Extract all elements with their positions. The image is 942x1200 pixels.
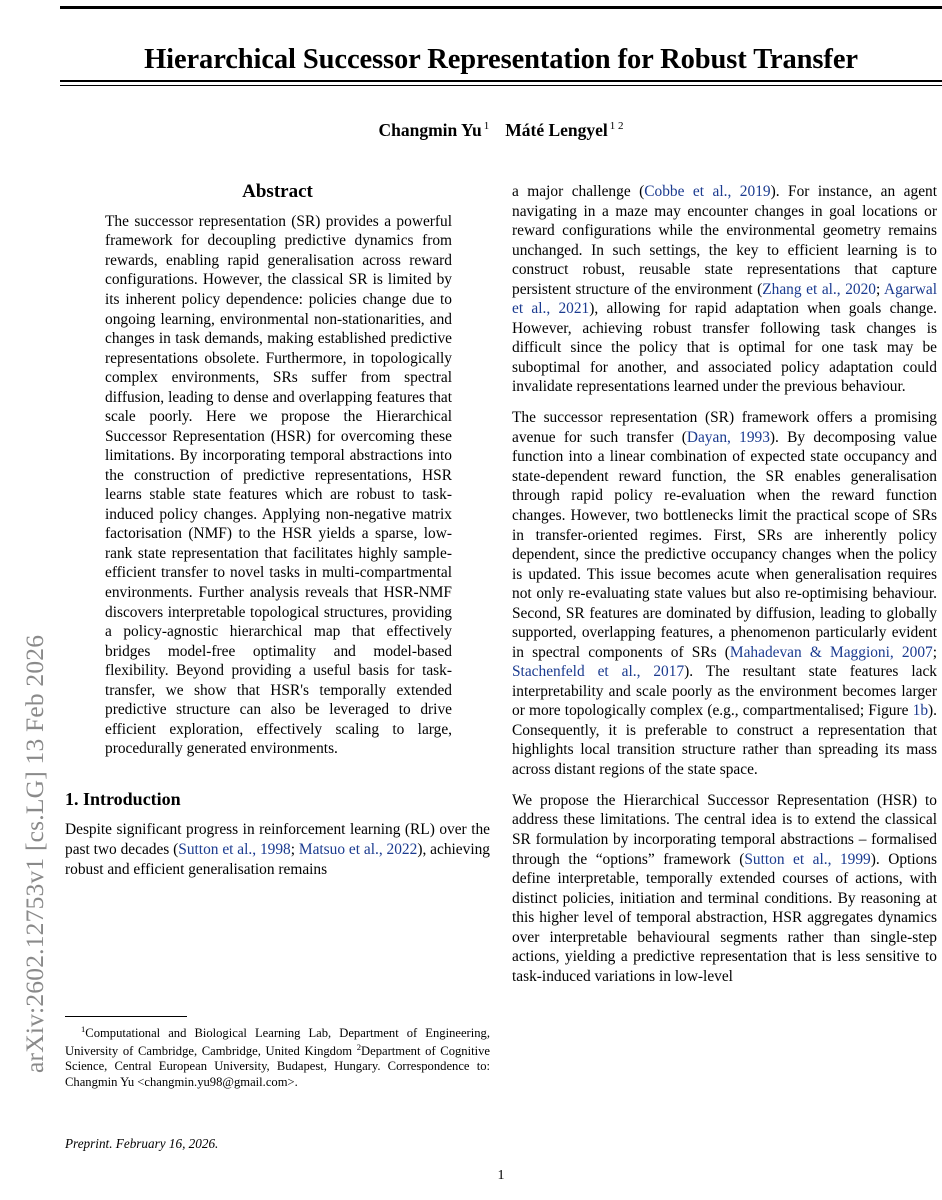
intro-p1-text-2: ), achieving robust and efficient generalisation remains bbox=[65, 840, 490, 878]
left-column bbox=[65, 182, 490, 879]
page-title: Hierarchical Successor Representation for Robust Transfer bbox=[144, 44, 858, 76]
intro-p1-text-1: Despite significant progress in reinforcement learning (RL) over the past two decades ( bbox=[65, 821, 490, 858]
citation-sutton-1999[interactable]: Sutton et al., 1999 bbox=[744, 850, 871, 868]
rp1-text-2: ). For instance, an agent navigating in a maze may encounter changes in goal locations or reward configurations while the environmental geometry remains unchanged. In such settings, the key to efficient learning is to construct robust, reusable state representations that capture persistent structure of the environment ( bbox=[512, 183, 937, 298]
rp3-text-2: ). Options define interpretable, temporally extended courses of actions, with distinct policies, initiation and terminal conditions. By reasoning at this higher level of temporal abstraction, HSR aggregates dynamics over interpretable behavioural segments rather than single-step actions, yielding a predictive representation that is less sensitive to task-induced variations in low-level bbox=[512, 850, 937, 985]
figure-reference-1b[interactable]: 1b bbox=[912, 702, 929, 720]
rp2-text-2: ). By decomposing value function into a linear combination of expected state occupancy and state-dependent reward function, the SR enables generalisation through rapid policy re-evaluation when the reward function changes. However, two bottlenecks limit the practical scope of SRs in transfer-oriented regimes. First, SRs are inherently policy dependent, since the predictive occupancy changes when the policy is updated. This issue becomes acute when generalisation requires not only re-evaluating state values but also re-optimising behaviour. Second, SR features are dominated by diffusion, leading to globally supported, overlapping features, a phenomenon particularly evident in spectral components of SRs ( bbox=[512, 428, 937, 661]
author-affiliation-first: 1 bbox=[483, 120, 490, 133]
header-rule-top bbox=[60, 6, 942, 9]
citation-stachenfeld-2017[interactable]: Stachenfeld et al., 2017 bbox=[512, 663, 685, 681]
citation-matsuo-2022[interactable]: Matsuo et al., 2022 bbox=[298, 840, 418, 858]
footnote-block bbox=[65, 1016, 490, 1090]
footnote-affiliation-2: Department of Cognitive Science, Central European University, Budapest, Hungary. Correspondence to: Changmin Yu <changmin.yu98@gmail.com>. bbox=[65, 1043, 490, 1089]
author-affiliation-second: 1 2 bbox=[609, 120, 624, 133]
page-number: 1 bbox=[497, 1168, 505, 1183]
preprint-line: Preprint. February 16, 2026. bbox=[65, 1136, 219, 1151]
rp2-text-3: ). The resultant state features lack interpretability and scale poorly as the environment becomes larger or more topologically complex (e.g., compartmentalised; Figure bbox=[512, 663, 937, 720]
citation-mahadevan-maggioni-2007[interactable]: Mahadevan & Maggioni, 2007 bbox=[729, 643, 933, 661]
abstract-body: The successor representation (SR) provides a powerful framework for decoupling predictive dynamics from rewards, enabling rapid generalisation across reward configurations. However, the classical SR is limited by its inherent policy dependence: policies change due to ongoing learning, environmental non-stationarities, and changes in task demands, making established predictive representations obsolete. Furthermore, in topologically complex environments, SRs suffer from spectral diffusion, leading to dense and overlapping features that scale poorly. Here we propose the Hierarchical Successor Representation (HSR) for overcoming these limitations. By incorporating temporal abstractions into the construction of predictive representations, HSR learns stable state features which are robust to task-induced policy changes. Applying non-negative matrix factorisation (NMF) to the HSR yields a sparse, low-rank state representation that facilitates highly sample-efficient transfer to novel tasks in multi-compartmental environments. Further analysis reveals that HSR-NMF discovers interpretable topological structures, providing a policy-agnostic hierarchical map that effectively bridges model-free optimality and model-based flexibility. Beyond providing a useful basis for task-transfer, we show that HSR's temporally extended predictive structure can also be leveraged to drive efficient exploration, effectively scaling to large, procedurally generated environments. bbox=[105, 212, 452, 758]
citation-zhang-2020[interactable]: Zhang et al., 2020 bbox=[762, 280, 876, 298]
footnote-marker-2: 2 bbox=[356, 1041, 362, 1052]
abstract-heading: Abstract bbox=[242, 181, 313, 202]
right-paragraph-2 bbox=[512, 408, 937, 779]
author-line bbox=[60, 120, 942, 141]
rp1-text-3: ), allowing for rapid adaptation when goals change. However, achieving robust transfer following task changes is difficult since the policy that is optimal for one task may be suboptimal for another, and associated policy adaptation could invalidate representations learned under the previous behaviour. bbox=[512, 300, 937, 396]
citation-cobbe-2019[interactable]: Cobbe et al., 2019 bbox=[644, 183, 771, 200]
intro-p1-sep-1: ; bbox=[290, 840, 299, 858]
footnote-text bbox=[65, 1024, 490, 1090]
title-rule-thin bbox=[60, 85, 942, 86]
arxiv-stamp bbox=[0, 0, 58, 1200]
rp2-text-4: ). Consequently, it is preferable to construct a representation that highlights local transition structure rather than spreading its mass across distant regions of the state space. bbox=[512, 702, 937, 778]
right-paragraph-3 bbox=[512, 791, 937, 986]
footnote-separator-rule bbox=[65, 1016, 187, 1017]
author-name-second: Máté Lengyel bbox=[505, 120, 608, 140]
right-paragraph-1 bbox=[512, 182, 937, 397]
title-rule-thick bbox=[60, 80, 942, 82]
section-heading-introduction: 1. Introduction bbox=[65, 788, 181, 809]
paper-page bbox=[60, 0, 942, 1200]
rp1-sep-2: ; bbox=[875, 280, 884, 298]
footnote-affiliation-1: Computational and Biological Learning Lab, Department of Engineering, University of Cambridge, Cambridge, United Kingdom bbox=[65, 1026, 490, 1058]
rp2-text-1: The successor representation (SR) framework offers a promising avenue for such transfer ( bbox=[512, 409, 937, 446]
citation-dayan-1993[interactable]: Dayan, 1993 bbox=[686, 428, 770, 446]
footnote-marker-1: 1 bbox=[81, 1024, 86, 1034]
citation-sutton-1998[interactable]: Sutton et al., 1998 bbox=[178, 840, 291, 858]
rp1-text-1: a major challenge ( bbox=[512, 183, 645, 200]
rp2-sep-2: ; bbox=[932, 643, 937, 661]
right-column bbox=[512, 182, 937, 986]
author-name-first: Changmin Yu bbox=[378, 120, 482, 140]
arxiv-stamp-text: arXiv:2602.12753v1 [cs.LG] 13 Feb 2026 bbox=[20, 634, 49, 1073]
citation-agarwal-2021[interactable]: Agarwal et al., 2021 bbox=[512, 280, 937, 318]
rp3-text-1: We propose the Hierarchical Successor Representation (HSR) to address these limitations. The central idea is to extend the classical SR formulation by incorporating temporal abstractions – formalised through the “options” framework ( bbox=[512, 791, 937, 868]
intro-paragraph-1 bbox=[65, 820, 490, 879]
